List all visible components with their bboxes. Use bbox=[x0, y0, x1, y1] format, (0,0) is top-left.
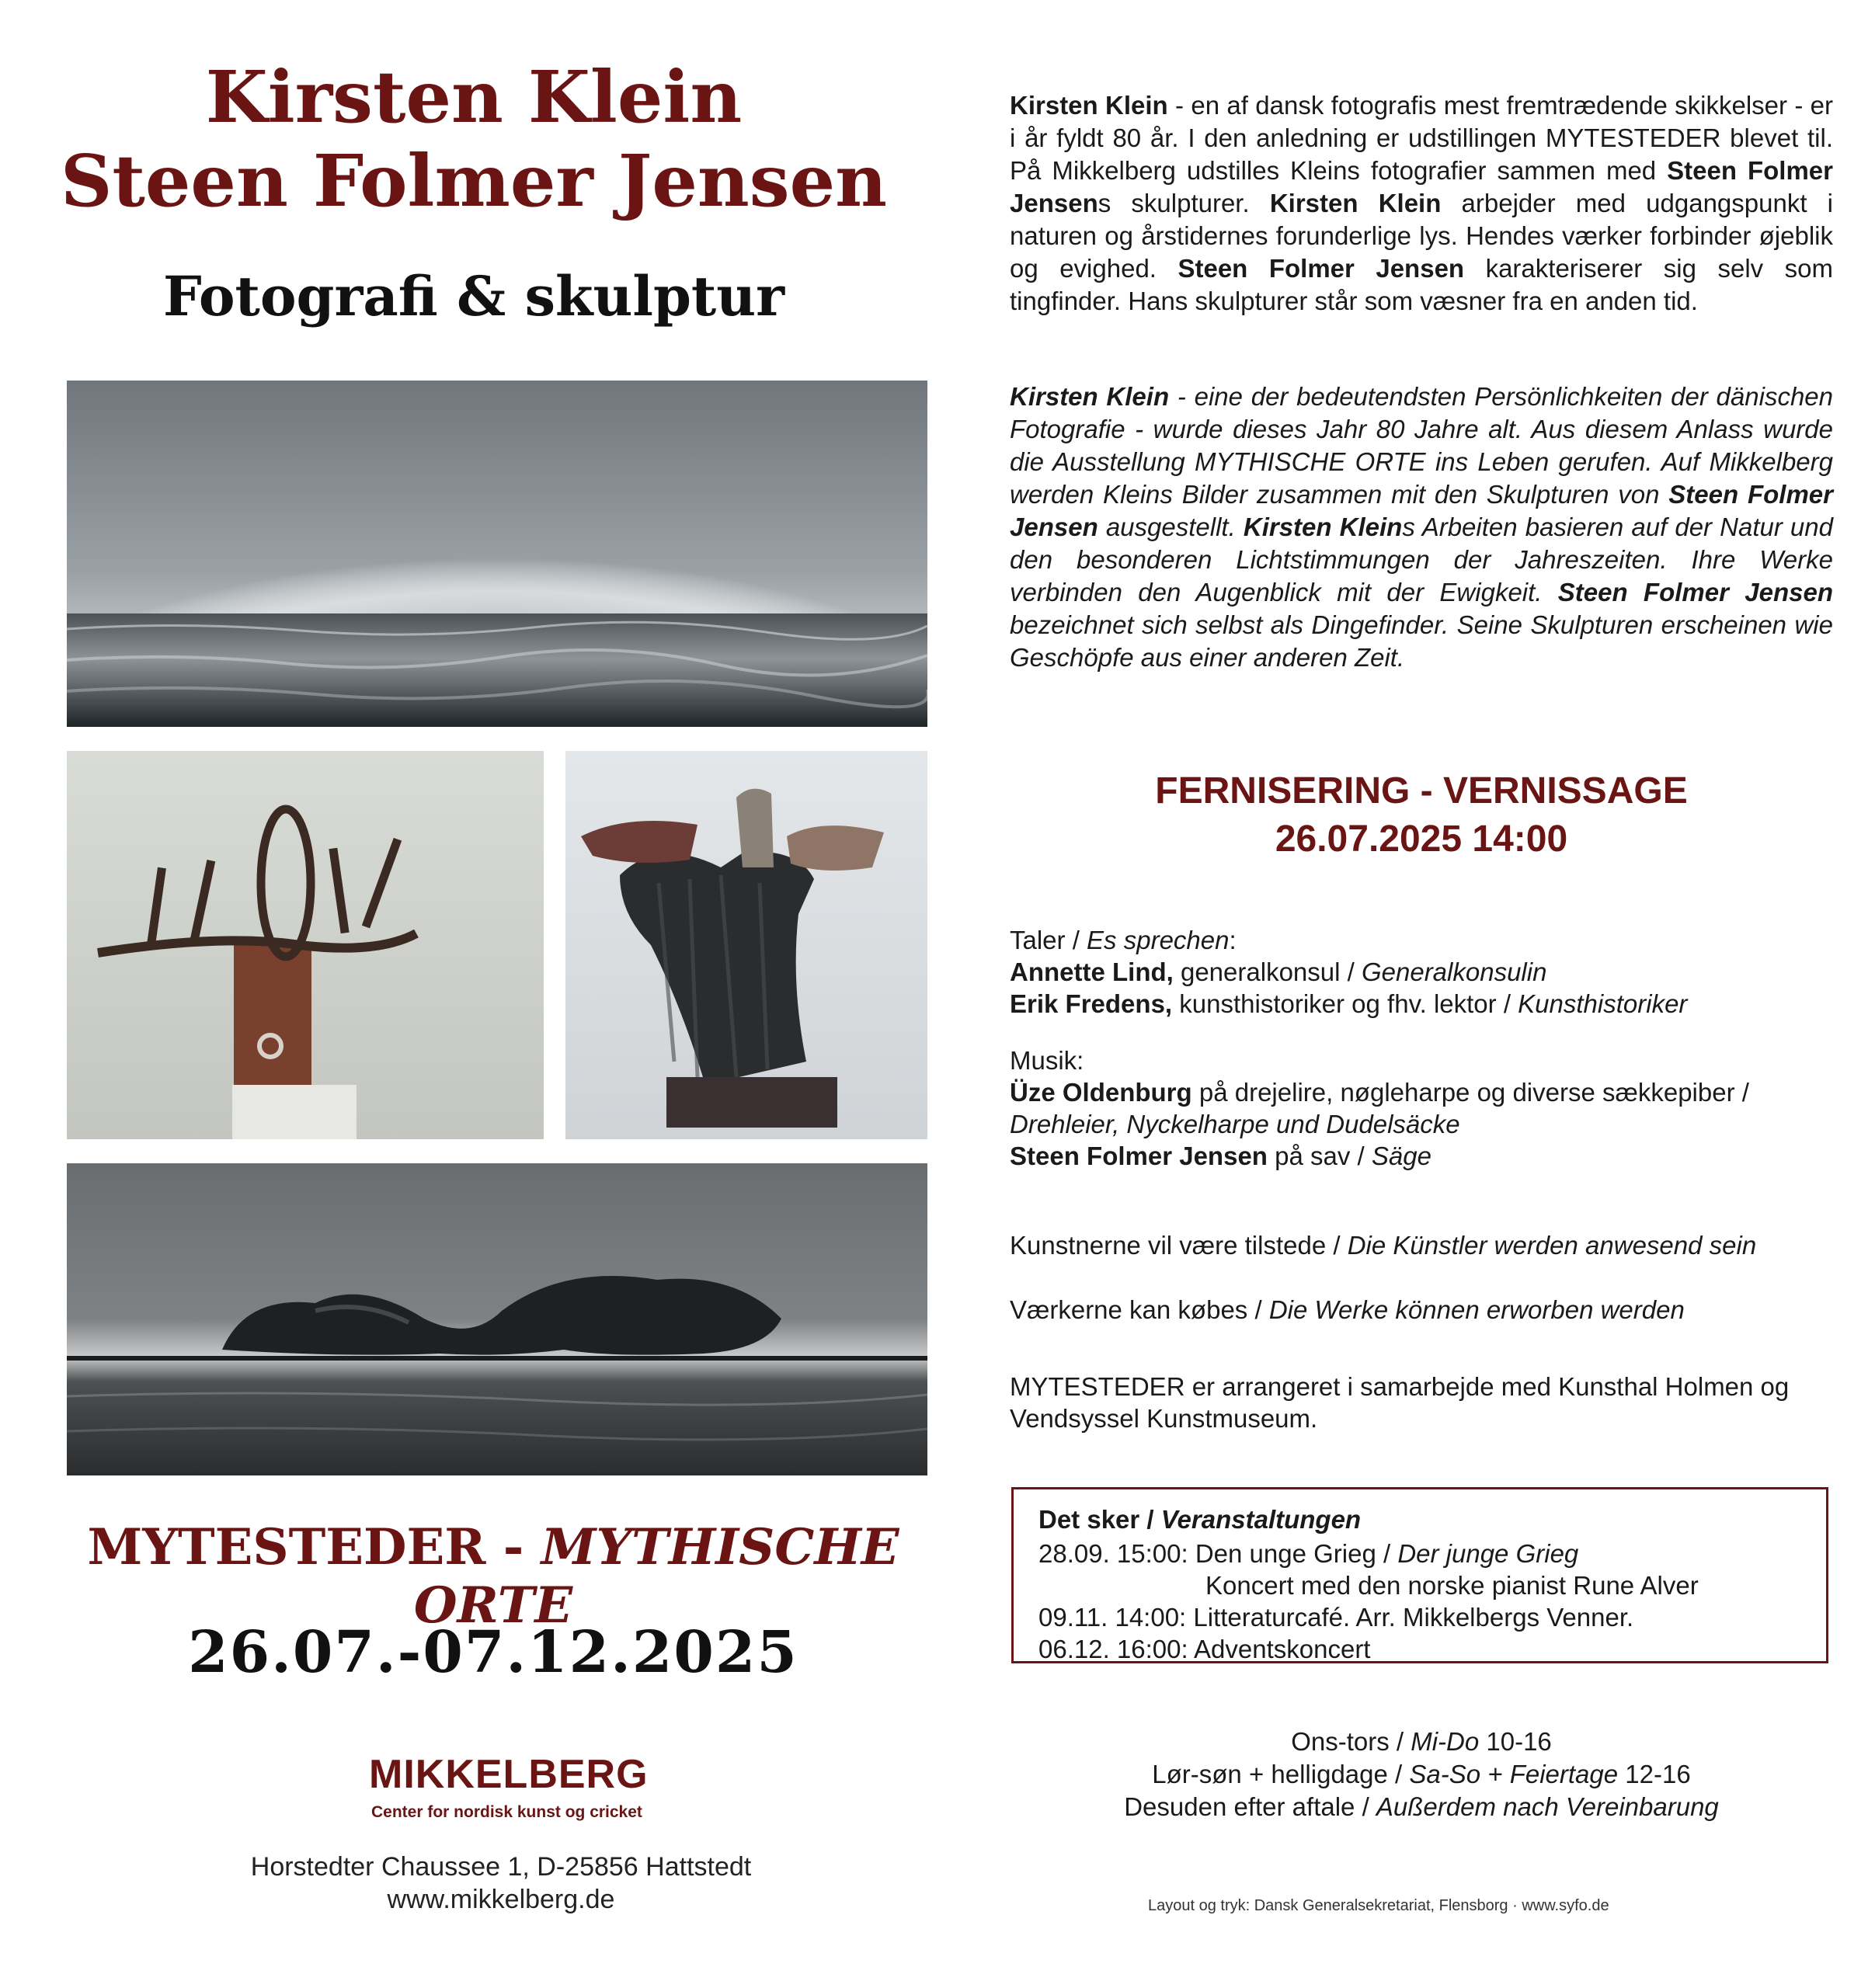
music-block bbox=[1010, 1044, 1755, 1172]
speaker-2: Erik Fredens, kunsthistoriker og fhv. lektor / Kunsthistoriker bbox=[1010, 989, 1688, 1018]
event-item: 09.11. 14:00: Litteraturcafé. Arr. Mikkelbergs Venner. bbox=[1038, 1603, 1634, 1632]
intro-da-name-4: Steen Folmer Jensen bbox=[1178, 254, 1465, 283]
intro-da-text-2: s skulpturer. bbox=[1098, 189, 1270, 217]
exhibition-title-da: MYTESTEDER bbox=[87, 1518, 486, 1576]
venue-address: Horstedter Chaussee 1, D-25856 Hattstedt bbox=[250, 1852, 752, 1882]
music-label: Musik: bbox=[1010, 1046, 1084, 1075]
intro-de-text-1: - eine der bedeutendsten Persönlichkeiten der dänischen Fotografie - wurde dieses Jahr 80 Jahre alt. Aus diesem Anlass wurde die Ausstellung MYTHISCHE ORTE ins Leben gerufen. Auf Mikkelberg werden Kleins Bilder zusammen mit den Skulpturen von bbox=[1010, 382, 1834, 509]
vernissage-heading: FERNISERING - VERNISSAGE bbox=[1155, 770, 1688, 812]
intro-da-name-2: Steen Folmer Jensen bbox=[1010, 156, 1833, 217]
speaker-1: Annette Lind, generalkonsul / Generalkonsulin bbox=[1010, 958, 1547, 986]
intro-de-text-4: bezeichnet sich selbst als Dingefinder. Seine Skulpturen erscheinen wie Geschöpfe aus einer anderen Zeit. bbox=[1010, 610, 1833, 672]
photo-wood-stone-sculpture bbox=[565, 751, 927, 1139]
intro-de-text-2: ausgestellt. bbox=[1098, 513, 1244, 541]
intro-danish bbox=[1010, 89, 1833, 318]
intro-german bbox=[1010, 381, 1833, 674]
photo-bird-murmuration bbox=[67, 1163, 927, 1475]
exhibition-title-separator: - bbox=[503, 1518, 524, 1576]
intro-da-text-1: - en af dansk fotografis mest fremtrædende skikkelser - er i år fyldt 80 år. I den anledning er udstillingen MYTESTEDER blevet til. På Mikkelberg udstilles Kleins fotografier sammen med bbox=[1010, 91, 1834, 185]
event-item: 28.09. 15:00: Den unge Grieg / Der junge Grieg bbox=[1038, 1539, 1579, 1568]
collaboration-note: MYTESTEDER er arrangeret i samarbejde med Kunsthal Holmen og Vendsyssel Kunstmuseum. bbox=[1010, 1372, 1790, 1433]
hours-weekend: Lør-søn + helligdage / Sa-So + Feiertage 12-16 bbox=[1152, 1760, 1691, 1788]
exhibition-title-de: MYTHISCHE ORTE bbox=[413, 1518, 899, 1635]
vernissage-datetime: 26.07.2025 14:00 bbox=[1275, 818, 1568, 860]
artist-name-1: Kirsten Klein bbox=[205, 55, 743, 139]
exhibition-dates: 26.07.-07.12.2025 bbox=[188, 1619, 798, 1686]
print-credit: Layout og tryk: Dansk Generalsekretariat, Flensborg · www.syfo.de bbox=[1148, 1897, 1609, 1914]
events-heading: Det sker / Veranstaltungen bbox=[1038, 1505, 1362, 1534]
event-item-detail: Koncert med den norske pianist Rune Alver bbox=[1205, 1571, 1699, 1600]
intro-da-text-4: karakteriserer sig selv som tingfinder. Hans skulpturer står som væsner fra en anden tid. bbox=[1010, 254, 1833, 315]
opening-hours bbox=[1010, 1726, 1833, 1823]
intro-da-text-3: arbejder med udgangspunkt i naturen og årstidernes forunderlige lys. Hendes værker forbinder øjeblik og evighed. bbox=[1010, 189, 1834, 283]
subtitle: Fotografi & skulptur bbox=[162, 264, 785, 328]
hours-weekday: Ons-tors / Mi-Do 10-16 bbox=[1291, 1727, 1552, 1756]
musician-1: Üze Oldenburg på drejelire, nøgleharpe og diverse sækkepiber / Drehleier, Nyckelharpe und Dudelsäcke bbox=[1010, 1078, 1749, 1138]
speakers-label: Taler / Es sprechen: bbox=[1010, 926, 1237, 954]
intro-de-text-3: s Arbeiten basieren auf der Natur und den besonderen Lichtstimmungen der Jahreszeiten. Ihre Werke verbinden den Augenblick mit der Ewigkeit. bbox=[1010, 513, 1833, 606]
exhibition-title bbox=[47, 1518, 940, 1635]
mikkelberg-logo: MIKKELBERG bbox=[369, 1752, 649, 1797]
events-box bbox=[1011, 1487, 1828, 1663]
hours-appointment: Desuden efter aftale / Außerdem nach Vereinbarung bbox=[1124, 1792, 1719, 1821]
works-for-sale-note: Værkerne kan købes / Die Werke können erworben werden bbox=[1010, 1295, 1685, 1324]
event-item: 06.12. 16:00: Adventskoncert bbox=[1038, 1635, 1371, 1663]
intro-da-name-3: Kirsten Klein bbox=[1269, 189, 1442, 217]
photo-iron-sculpture bbox=[67, 751, 544, 1139]
venue-website[interactable]: www.mikkelberg.de bbox=[387, 1885, 615, 1914]
artists-present-note: Kunstnerne vil være tilstede / Die Künstler werden anwesend sein bbox=[1010, 1231, 1757, 1260]
photo-fogbow-sea bbox=[67, 381, 927, 727]
mikkelberg-tagline: Center for nordisk kunst og cricket bbox=[371, 1803, 642, 1821]
intro-de-name-2: Steen Folmer Jensen bbox=[1010, 480, 1833, 541]
intro-de-name-3: Kirsten Klein bbox=[1243, 513, 1403, 541]
artist-name-2: Steen Folmer Jensen bbox=[60, 139, 888, 223]
musician-2: Steen Folmer Jensen på sav / Säge bbox=[1010, 1142, 1431, 1170]
intro-de-name-1: Kirsten Klein bbox=[1010, 382, 1170, 411]
speakers-block bbox=[1010, 924, 1833, 1020]
intro-de-name-4: Steen Folmer Jensen bbox=[1557, 578, 1833, 606]
intro-da-name-1: Kirsten Klein bbox=[1010, 91, 1168, 120]
